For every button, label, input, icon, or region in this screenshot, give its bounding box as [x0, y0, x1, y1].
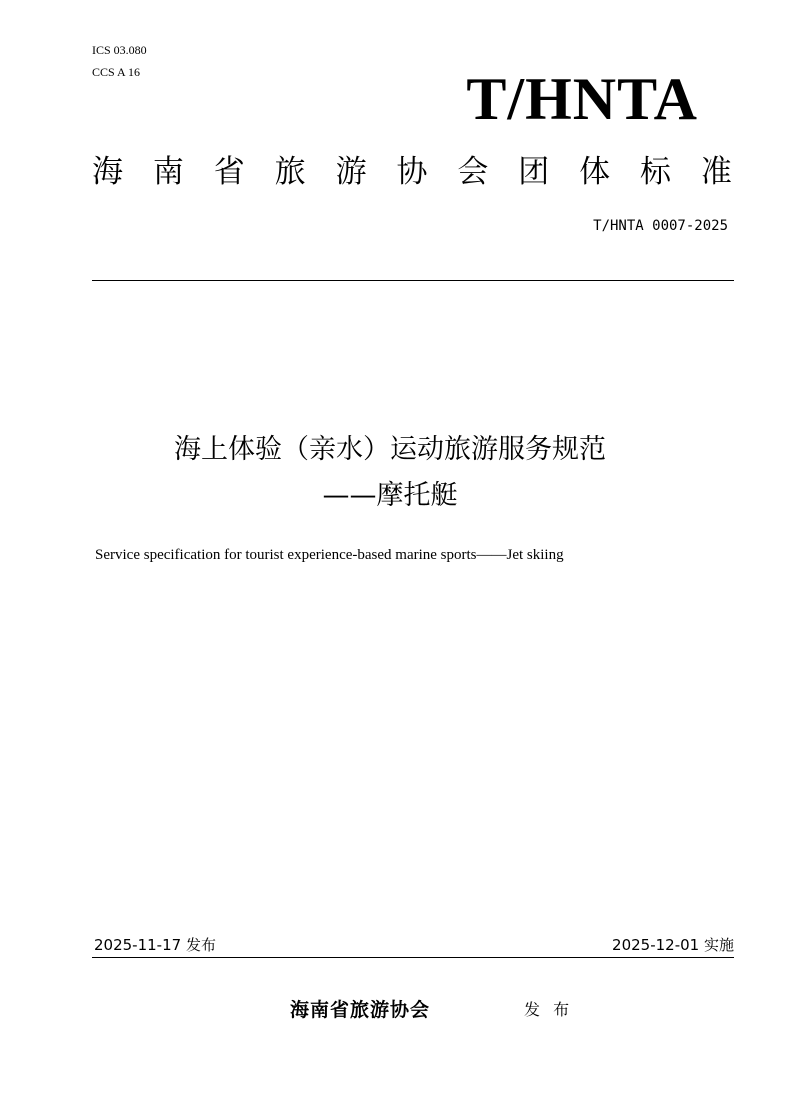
org-title-char: 体 [579, 154, 611, 190]
english-title: Service specification for tourist experience-based marine sports——Jet skiing [95, 547, 564, 563]
org-title-char: 海 [92, 154, 123, 190]
org-title-char: 南 [152, 154, 184, 190]
publish-label: 发 布 [524, 1000, 574, 1019]
ics-code: ICS 03.080 [92, 43, 147, 57]
document-title-line2: ——摩托艇 [322, 480, 458, 511]
publisher-name: 海南省旅游协会 [290, 999, 431, 1021]
org-title-char: 旅 [274, 154, 306, 190]
org-title-char: 准 [700, 154, 732, 190]
document-title-line1: 海上体验（亲水）运动旅游服务规范 [174, 434, 606, 465]
bottom-divider [92, 957, 734, 958]
implement-date: 2025-12-01 实施 [612, 936, 734, 954]
org-title-char: 团 [518, 154, 550, 190]
publish-date: 2025-11-17 发布 [94, 936, 216, 954]
org-title-char: 标 [640, 154, 672, 190]
org-title-char: 会 [457, 154, 489, 190]
ccs-code: CCS A 16 [92, 65, 141, 79]
org-title-char: 协 [396, 154, 428, 190]
org-title-char: 省 [213, 154, 245, 190]
org-standard-title [92, 150, 732, 194]
standard-brand: T/HNTA [466, 66, 698, 132]
org-title-char: 游 [335, 154, 367, 190]
top-divider [92, 280, 734, 281]
standard-number: T/HNTA 0007-2025 [593, 218, 728, 234]
